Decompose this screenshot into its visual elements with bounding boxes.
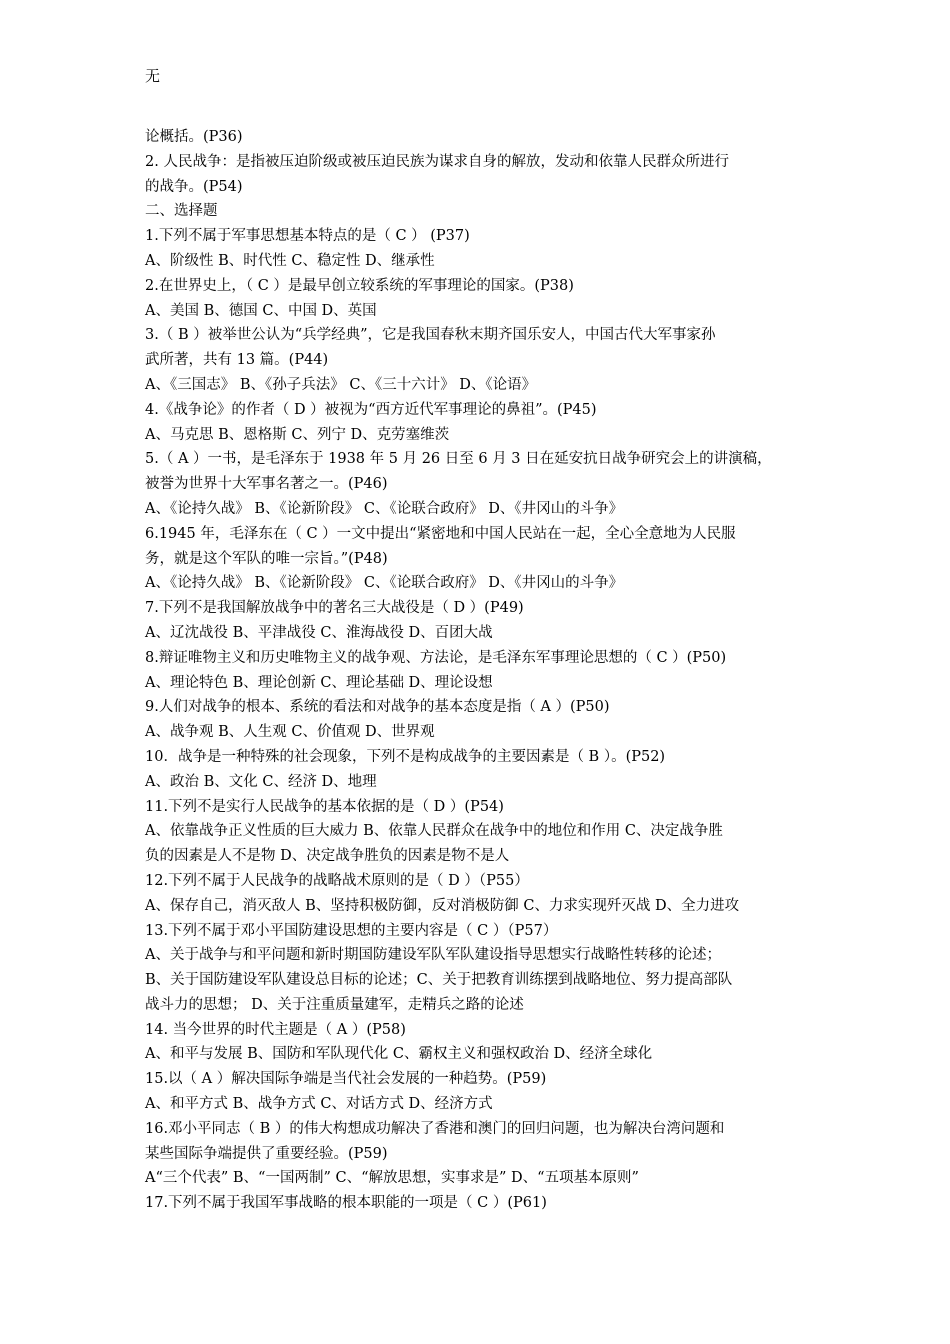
text-line: 4.《战争论》的作者（ D ）被视为“西方近代军事理论的鼻祖”。(P45) [145, 401, 597, 418]
text-line: 务，就是这个军队的唯一宗旨。”(P48) [145, 550, 388, 567]
text-line: A、《三国志》 B、《孙子兵法》 C、《三十六计》 D、《论语》 [145, 376, 537, 393]
text-line: 2.在世界史上，（ C ）是最早创立较系统的军事理论的国家。(P38) [145, 277, 574, 294]
text-line: A、理论特色 B、理论创新 C、理论基础 D、理论设想 [145, 674, 493, 691]
text-line: 5.（ A ）一书，是毛泽东于 1938 年 5 月 26 日至 6 月 3 日在延安抗日战争研究会上的讲演稿， [145, 451, 772, 468]
text-line: 6.1945 年，毛泽东在（ C ）一文中提出“紧密地和中国人民站在一起，全心全意地为人民服 [145, 525, 736, 542]
text-line: 14. 当今世界的时代主题是（ A ）(P58) [145, 1021, 406, 1038]
document-body [145, 125, 810, 1216]
text-line: 3.（ B ）被举世公认为“兵学经典”，它是我国春秋末期齐国乐安人，中国古代大军事家孙 [145, 327, 716, 344]
text-line: 的战争。(P54) [145, 178, 243, 195]
text-line: 12.下列不属于人民战争的战略战术原则的是（ D ）（P55） [145, 872, 529, 889]
text-line: A“三个代表” B、“一国两制” C、“解放思想，实事求是” D、“五项基本原则” [145, 1170, 639, 1187]
text-line: 1.下列不属于军事思想基本特点的是（ C ） (P37) [145, 228, 470, 245]
text-line: A、保存自己，消灭敌人 B、坚持积极防御，反对消极防御 C、力求实现歼灭战 D、全力进攻 [145, 897, 740, 914]
text-line: 武所著，共有 13 篇。(P44) [145, 352, 329, 369]
text-line: 被誉为世界十大军事名著之一。(P46) [145, 476, 388, 493]
text-line: 论概括。(P36) [145, 129, 243, 145]
text-line: A、《论持久战》 B、《论新阶段》 C、《论联合政府》 D、《井冈山的斗争》 [145, 500, 624, 517]
text-line: 二、选择题 [145, 203, 218, 220]
text-line: 13.下列不属于邓小平国防建设思想的主要内容是（ C ）（P57） [145, 922, 558, 939]
text-line: 11.下列不是实行人民战争的基本依据的是（ D ）(P54) [145, 798, 504, 815]
text-line: 负的因素是人不是物 D、决定战争胜负的因素是物不是人 [145, 848, 510, 865]
page-header: 无 [145, 67, 161, 85]
text-line: 战斗力的思想； D、关于注重质量建军，走精兵之路的论述 [145, 996, 524, 1013]
text-line: 7.下列不是我国解放战争中的著名三大战役是（ D ）(P49) [145, 600, 524, 617]
text-line: B、关于国防建设军队建设总目标的论述；C、关于把教育训练摆到战略地位、努力提高部队 [145, 972, 733, 989]
text-line: A、阶级性 B、时代性 C、稳定性 D、继承性 [145, 252, 435, 269]
text-line: A、《论持久战》 B、《论新阶段》 C、《论联合政府》 D、《井冈山的斗争》 [145, 575, 624, 592]
text-line: 16.邓小平同志（ B ）的伟大构想成功解决了香港和澳门的回归问题，也为解决台湾问题和 [145, 1120, 725, 1137]
text-line: 10．战争是一种特殊的社会现象，下列不是构成战争的主要因素是（ B ）。(P52) [145, 748, 666, 765]
text-line: A、关于战争与和平问题和新时期国防建设军队军队建设指导思想实行战略性转移的论述； [145, 947, 721, 964]
text-line: A、政治 B、文化 C、经济 D、地理 [145, 773, 377, 790]
text-line: 某些国际争端提供了重要经验。(P59) [145, 1145, 388, 1162]
text-line: A、依靠战争正义性质的巨大威力 B、依靠人民群众在战争中的地位和作用 C、决定战争胜 [145, 823, 723, 840]
text-line: 17.下列不属于我国军事战略的根本职能的一项是（ C ）(P61) [145, 1195, 547, 1212]
text-line: 9.人们对战争的根本、系统的看法和对战争的基本态度是指（ A ）(P50) [145, 699, 610, 716]
text-line: A、马克思 B、恩格斯 C、列宁 D、克劳塞维茨 [145, 426, 450, 443]
text-line: A、辽沈战役 B、平津战役 C、淮海战役 D、百团大战 [145, 624, 493, 641]
text-line: 2. 人民战争：是指被压迫阶级或被压迫民族为谋求自身的解放，发动和依靠人民群众所进行 [145, 153, 729, 170]
text-line: A、和平与发展 B、国防和军队现代化 C、霸权主义和强权政治 D、经济全球化 [145, 1046, 653, 1063]
text-line: 15.以（ A ）解决国际争端是当代社会发展的一种趋势。(P59) [145, 1071, 547, 1088]
text-line: A、美国 B、德国 C、中国 D、英国 [145, 302, 377, 319]
text-line: A、和平方式 B、战争方式 C、对话方式 D、经济方式 [145, 1096, 493, 1113]
text-line: A、战争观 B、人生观 C、价值观 D、世界观 [145, 724, 435, 741]
text-line: 8.辩证唯物主义和历史唯物主义的战争观、方法论，是毛泽东军事理论思想的（ C ）(P50) [145, 649, 727, 666]
